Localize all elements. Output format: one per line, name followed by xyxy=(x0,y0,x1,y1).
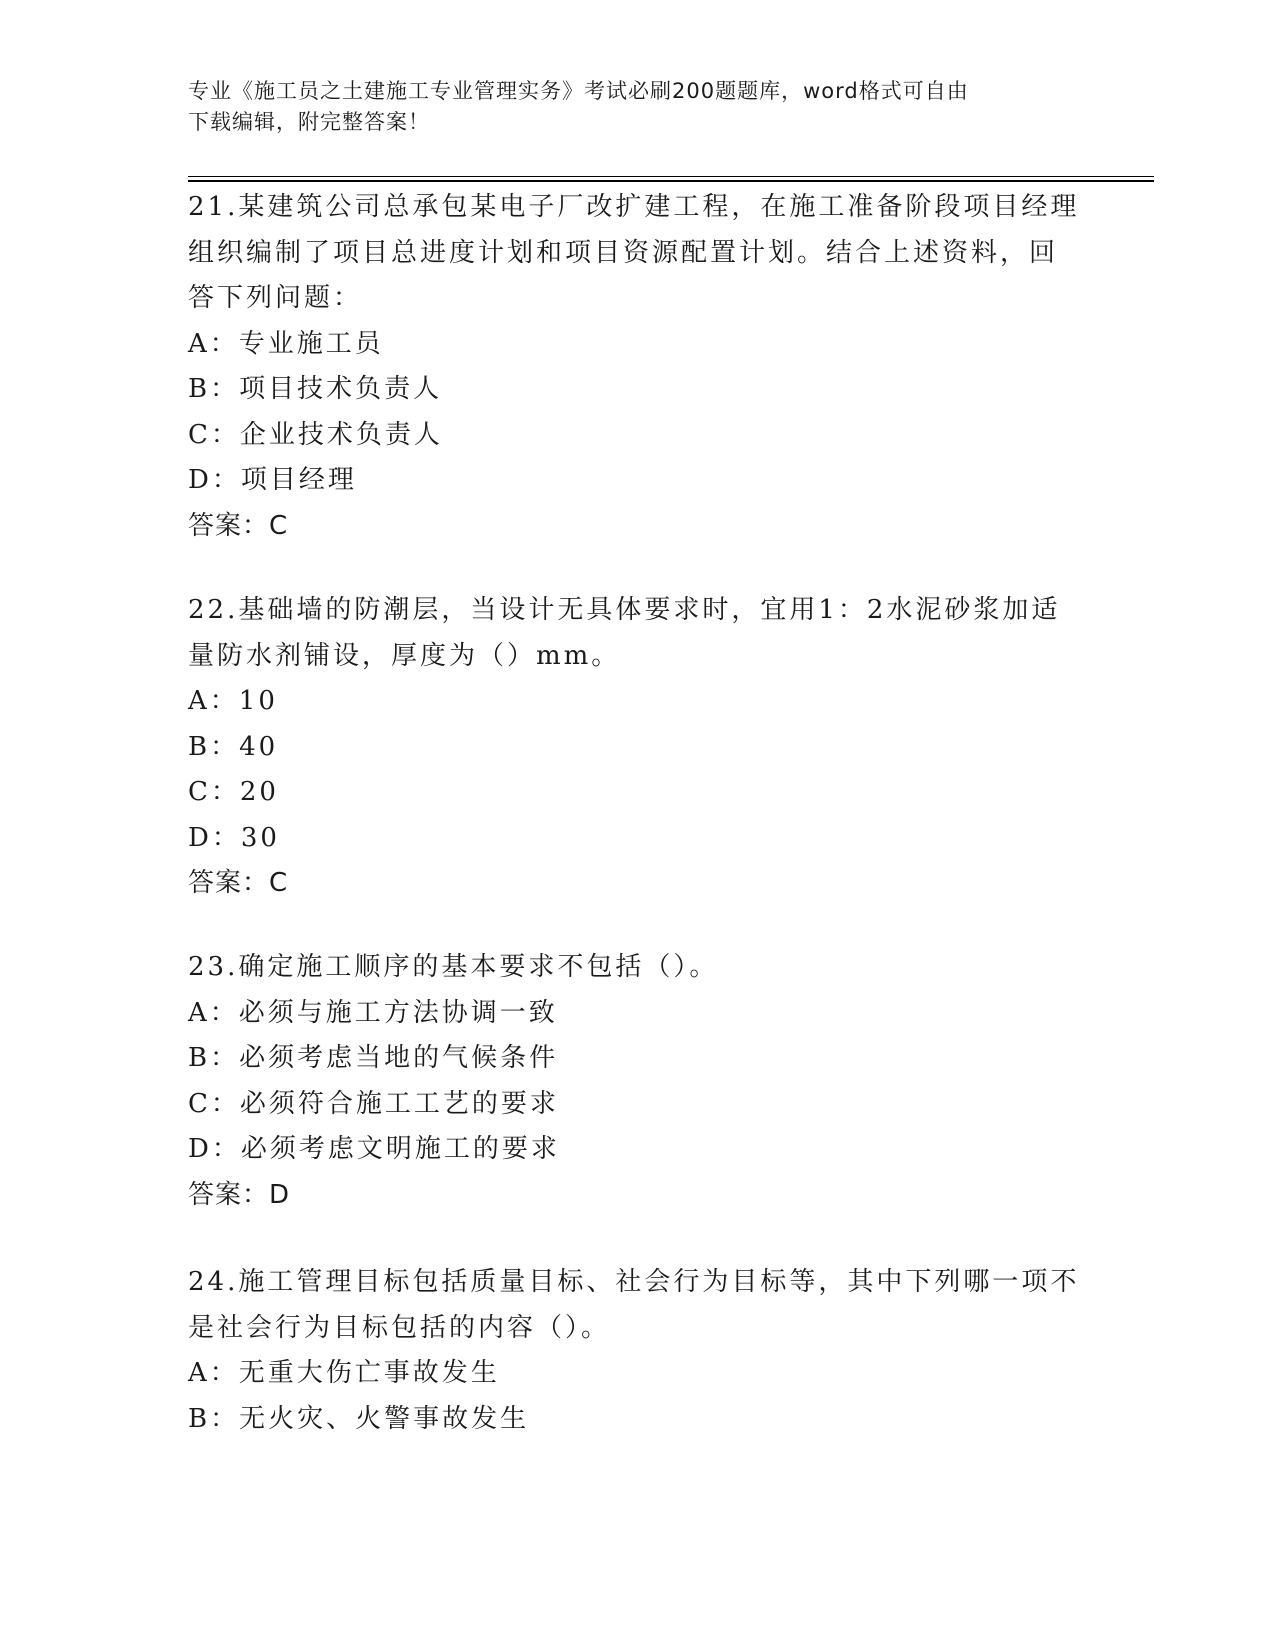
header-line-2: 下载编辑，附完整答案！ xyxy=(188,110,430,134)
option-c: C：必须符合施工工艺的要求 xyxy=(188,1088,559,1119)
option-a: A：无重大伤亡事故发生 xyxy=(188,1358,500,1388)
question-stem-line: 答下列问题： xyxy=(188,283,363,313)
question-22 xyxy=(188,588,1088,907)
header-divider-thin xyxy=(188,176,1154,177)
answer-label: 答案：C xyxy=(188,868,289,898)
question-stem-line: 是社会行为目标包括的内容（）。 xyxy=(188,1312,611,1343)
option-d: D：项目经理 xyxy=(188,465,357,495)
question-stem-line: 量防水剂铺设，厚度为（）mm。 xyxy=(188,640,621,671)
answer-label: 答案：C xyxy=(188,510,289,541)
header-line-1: 专业《施工员之土建施工专业管理实务》考试必刷200题题库，word格式可自由 xyxy=(188,79,969,103)
question-stem-line: 23.确定施工顺序的基本要求不包括（）。 xyxy=(188,952,719,982)
option-a: A：10 xyxy=(188,686,278,716)
question-stem-line: 21.某建筑公司总承包某电子厂改扩建工程，在施工准备阶段项目经理 xyxy=(188,192,1080,222)
option-b: B：40 xyxy=(188,731,279,762)
option-d: D：30 xyxy=(188,822,280,853)
option-c: C：企业技术负责人 xyxy=(188,419,443,450)
question-24 xyxy=(188,1260,1088,1442)
option-c: C：20 xyxy=(188,777,279,807)
option-a: A：专业施工员 xyxy=(188,328,384,359)
question-stem-line: 24.施工管理目标包括质量目标、社会行为目标等，其中下列哪一项不 xyxy=(188,1267,1080,1297)
option-b: B：无火灾、火警事故发生 xyxy=(188,1403,530,1434)
option-b: B：项目技术负责人 xyxy=(188,374,443,404)
option-a: A：必须与施工方法协调一致 xyxy=(188,997,558,1028)
header-divider-thick xyxy=(188,180,1154,182)
document-header xyxy=(188,76,1068,138)
option-b: B：必须考虑当地的气候条件 xyxy=(188,1043,559,1073)
question-21 xyxy=(188,185,1088,549)
question-23 xyxy=(188,945,1088,1218)
answer-label: 答案：D xyxy=(188,1179,291,1210)
option-d: D：必须考虑文明施工的要求 xyxy=(188,1134,560,1164)
question-stem-line: 22.基础墙的防潮层，当设计无具体要求时，宜用1：2水泥砂浆加适 xyxy=(188,595,1061,625)
question-stem-line: 组织编制了项目总进度计划和项目资源配置计划。结合上述资料，回 xyxy=(188,237,1059,268)
